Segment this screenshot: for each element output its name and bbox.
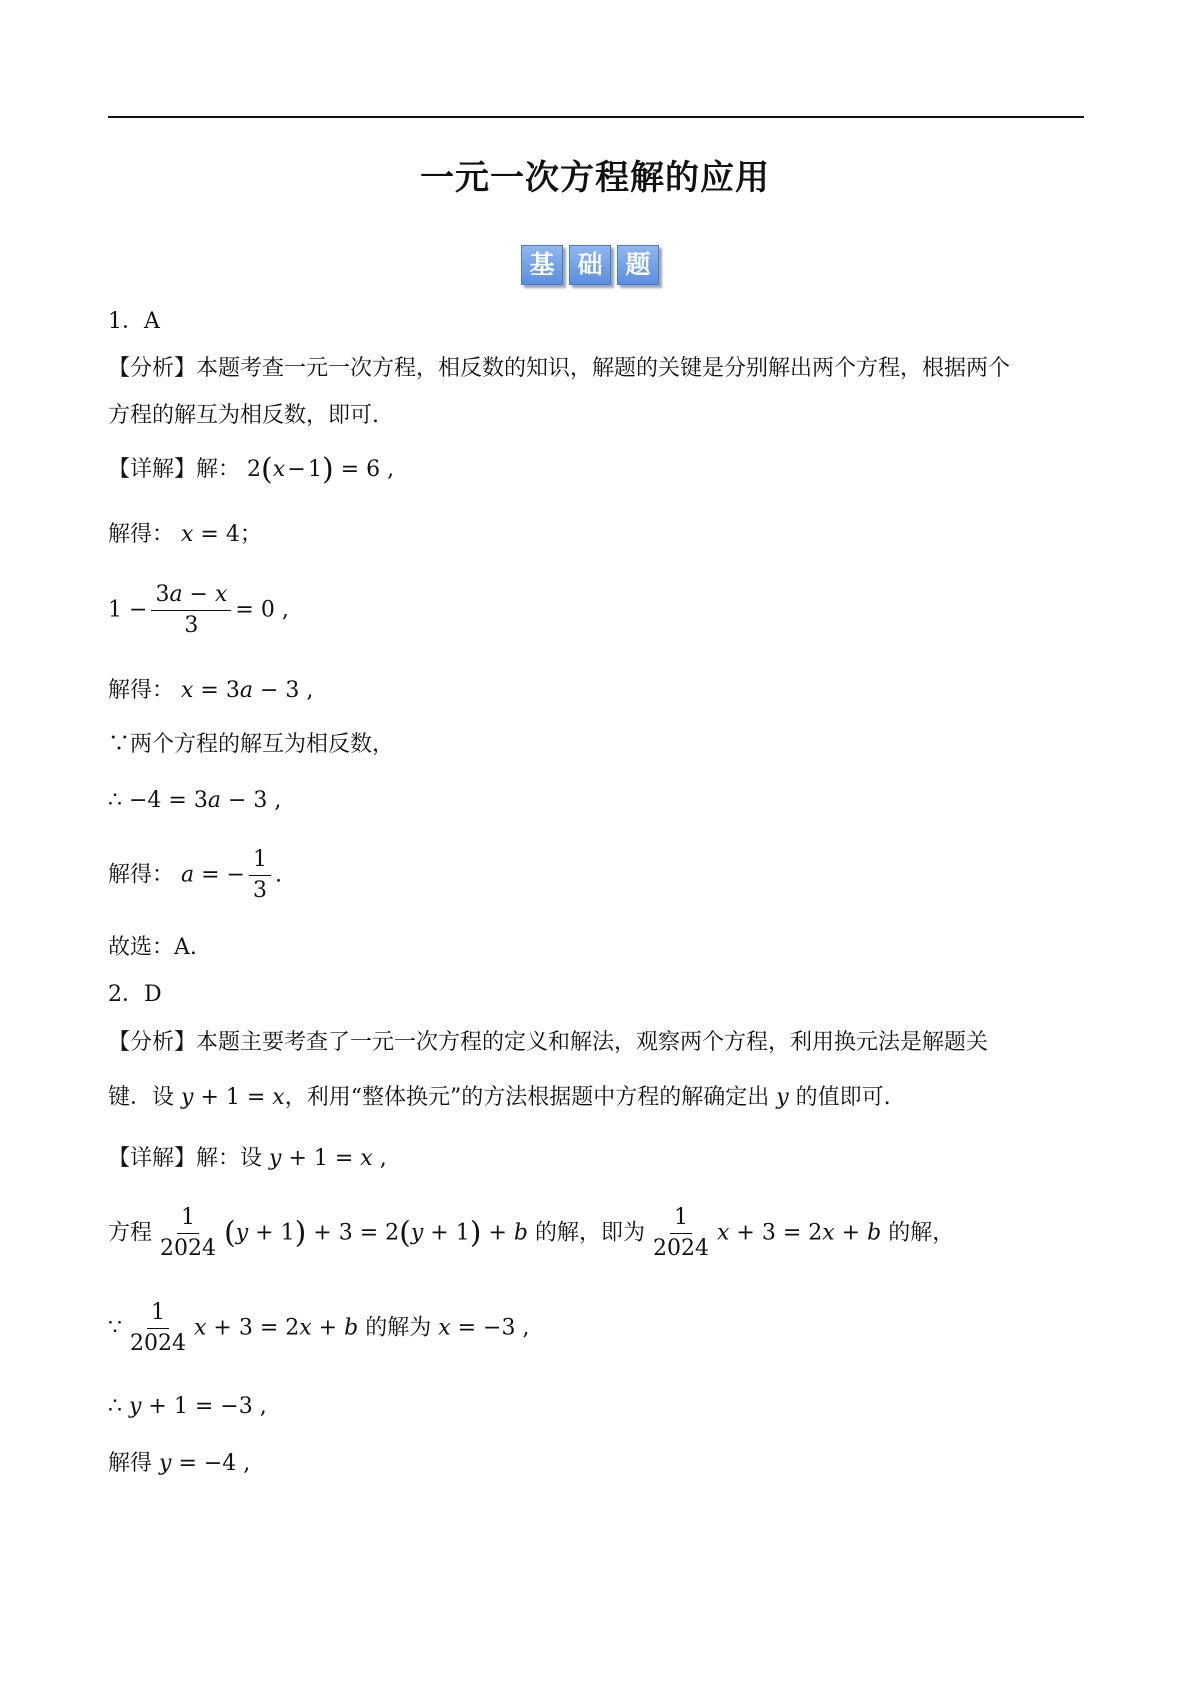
badge-char-1: 基 (521, 245, 563, 285)
q1-solve-line-3: 解得： a = − $\frac{1}{3}$ . (108, 845, 282, 906)
q2-detail-prefix: 【详解】解：设 (108, 1146, 263, 1171)
q2-analysis-part-c: 的值即可. (795, 1085, 891, 1110)
q2-fraction-1: $\frac{1}{2024}$ (160, 1205, 217, 1261)
header-rule (108, 116, 1084, 118)
q1-solve-prefix-3: 解得： (108, 862, 175, 888)
q1-therefore-line: ∴ −4 = 3a − 3 , (108, 788, 282, 813)
q1-analysis-line1: 【分析】本题考查一元一次方程，相反数的知识，解题的关键是分别解出两个方程，根据两个 (108, 356, 1011, 381)
q2-eq-prefix: 方程 (108, 1220, 153, 1246)
q2-fraction-2: $\frac{1}{2024}$ (652, 1205, 709, 1261)
badge-char-3: 题 (617, 245, 659, 285)
section-badge (521, 245, 659, 285)
q2-solution-is: 的解为 (365, 1315, 432, 1341)
q1-reason: ∵两个方程的解互为相反数， (108, 732, 395, 757)
q1-answer: 1．A (108, 309, 160, 334)
q1-analysis-line2: 方程的解互为相反数，即可. (108, 403, 379, 428)
q1-equation-1: 2(x − 1) = 6 , (247, 452, 395, 487)
q1-conclusion: 故选：A. (108, 935, 197, 960)
q2-equation-line: 方程 $\frac{1}{2024}$ (y + 1) + 3 = 2(y + 1) + b 的解，即为 $\frac{1}{2024}$ x + 3 = 2x + b 的解， (108, 1203, 954, 1264)
q1-solve-prefix-2: 解得： (108, 678, 175, 703)
q1-therefore-symbol: ∴ (108, 788, 122, 813)
q2-analysis-line2: 键．设 y + 1 = x，利用“整体换元”的方法根据题中方程的解确定出 y 的值即可. (108, 1085, 891, 1110)
q1-solve-prefix-1: 解得： (108, 522, 175, 547)
q1-fraction-2: $\frac{3a - x}{3}$ (151, 580, 231, 641)
q1-solve-line-2: 解得： x = 3a − 3 , (108, 678, 314, 703)
q2-analysis-part-a: 键．设 (108, 1085, 175, 1110)
q2-detail-line: 【详解】解：设 y + 1 = x , (108, 1146, 387, 1171)
q1-detail-prefix: 【详解】解： (108, 457, 241, 482)
q2-eq-suffix: 的解， (888, 1220, 955, 1246)
q2-because-line: ∵ $\frac{1}{2024}$ x + 3 = 2x + b 的解为 x = −3 , (108, 1298, 529, 1359)
q2-analysis-part-b: ，利用“整体换元”的方法根据题中方程的解确定出 (284, 1085, 770, 1110)
q2-answer: 2．D (108, 982, 162, 1007)
q2-because-symbol: ∵ (108, 1315, 122, 1341)
q2-therefore-line: ∴ y + 1 = −3 , (108, 1394, 267, 1419)
q2-solve-prefix: 解得 (108, 1451, 153, 1476)
q1-detail-line (108, 452, 395, 487)
page-title: 一元一次方程解的应用 (420, 158, 770, 198)
q1-fraction-3: $\frac{1}{3}$ (249, 845, 271, 906)
q2-therefore-symbol: ∴ (108, 1394, 122, 1419)
q2-fraction-3: $\frac{1}{2024}$ (130, 1300, 186, 1356)
q2-analysis-line1: 【分析】本题主要考查了一元一次方程的定义和解法，观察两个方程，利用换元法是解题关 (108, 1030, 989, 1055)
badge-char-2: 础 (569, 245, 611, 285)
q2-eq-mid: 的解，即为 (534, 1220, 645, 1246)
q1-solve-line-1: 解得： x = 4； (108, 522, 262, 547)
q1-equation-2: 1 − $\frac{3a - x}{3}$ = 0 , (108, 580, 289, 641)
q2-solve-line: 解得 y = −4 , (108, 1451, 251, 1476)
